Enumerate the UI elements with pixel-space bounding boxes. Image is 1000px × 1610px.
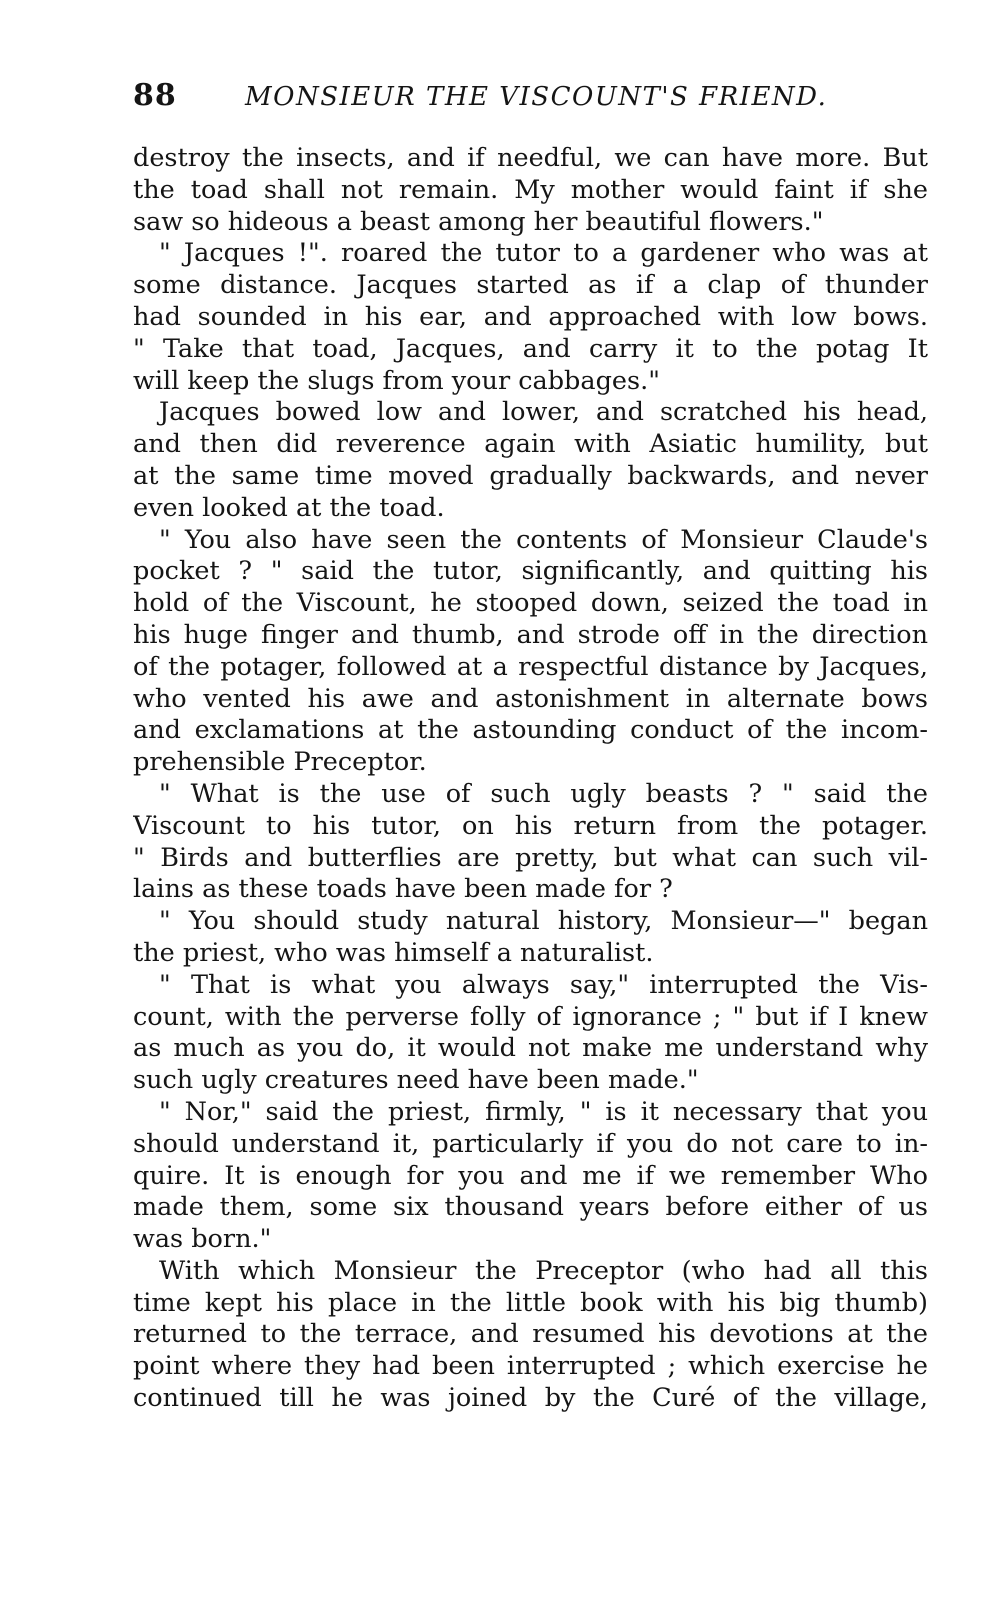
text-line: " Birds and butterflies are pretty, but what can such vil- [133, 842, 928, 873]
text-line: the priest, who was himself a naturalist. [133, 937, 654, 968]
text-line: his huge finger and thumb, and strode off in the direction [133, 619, 928, 650]
text-line: had sounded in his ear, and approached with low bows. [133, 301, 928, 332]
text-line: returned to the terrace, and resumed his devotions at the [133, 1319, 928, 1350]
text-line: lains as these toads have been made for ? [133, 874, 673, 905]
text-line: " Nor," said the priest, firmly, " is it necessary that you [159, 1096, 928, 1127]
text-line: and exclamations at the astounding conduct of the incom- [133, 715, 928, 746]
text-line: who vented his awe and astonishment in alternate bows [133, 683, 928, 714]
text-line: continued till he was joined by the Curé of the village, [133, 1383, 928, 1414]
text-line: pocket ? " said the tutor, significantly, and quitting his [133, 556, 928, 587]
text-line: and then did reverence again with Asiatic humility, but [133, 429, 928, 460]
text-line: should understand it, particularly if you do not care to in- [133, 1128, 928, 1159]
text-line: the toad shall not remain. My mother would faint if she [133, 174, 928, 205]
text-line: was born." [133, 1224, 272, 1255]
text-line: hold of the Viscount, he stooped down, seized the toad in [133, 588, 928, 619]
text-line: " That is what you always say," interrupted the Vis- [159, 969, 928, 1000]
text-line: some distance. Jacques started as if a clap of thunder [133, 270, 928, 301]
text-line: " You should study natural history, Monsieur—" began [159, 906, 928, 937]
text-line: Jacques bowed low and lower, and scratched his head, [159, 397, 928, 428]
text-line: " You also have seen the contents of Monsieur Claude's [159, 524, 928, 555]
text-line: With which Monsieur the Preceptor (who had all this [159, 1255, 928, 1286]
text-line: even looked at the toad. [133, 492, 445, 523]
text-line: of the potager, followed at a respectful distance by Jacques, [133, 651, 928, 682]
text-line: made them, some six thousand years before either of us [133, 1192, 928, 1223]
text-line: quire. It is enough for you and me if we remember Who [133, 1160, 928, 1191]
text-line: count, with the perverse folly of ignorance ; " but if I knew [133, 1001, 928, 1032]
page-header [133, 78, 933, 118]
text-line: time kept his place in the little book with his big thumb) [133, 1287, 928, 1318]
text-line: prehensible Preceptor. [133, 747, 427, 778]
text-line: " Take that toad, Jacques, and carry it to the potag It [133, 333, 928, 364]
text-line: destroy the insects, and if needful, we can have more. But [133, 143, 928, 173]
text-line: Viscount to his tutor, on his return from the potager. [133, 810, 928, 841]
text-line: at the same time moved gradually backwards, and never [133, 460, 928, 491]
text-line: such ugly creatures need have been made." [133, 1065, 699, 1096]
text-line: as much as you do, it would not make me understand why [133, 1033, 928, 1064]
text-line: " Jacques !". roared the tutor to a gardener who was at [159, 238, 928, 269]
body-text [133, 143, 928, 1415]
running-title: MONSIEUR THE VISCOUNT'S FRIEND. [245, 82, 828, 112]
page-number: 88 [133, 78, 177, 113]
text-line: saw so hideous a beast among her beautiful flowers." [133, 206, 824, 237]
text-line: will keep the slugs from your cabbages." [133, 365, 660, 396]
text-line: point where they had been interrupted ; which exercise he [133, 1351, 928, 1382]
text-line: " What is the use of such ugly beasts ? " said the [159, 778, 928, 809]
